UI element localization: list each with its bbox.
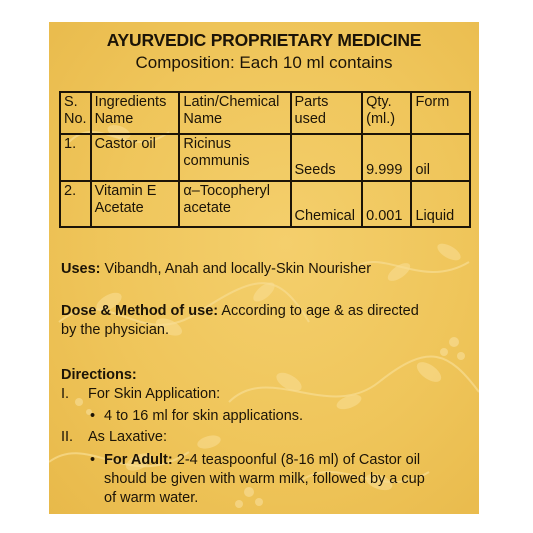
dose-label: Dose & Method of use: [61, 303, 219, 319]
table-row [60, 181, 470, 227]
directions-heading: Directions: [61, 367, 137, 383]
cell-qty: 9.999 [362, 134, 411, 181]
dose-text-line2: by the physician. [61, 322, 170, 338]
dose-text-line1: According to age & as directed [221, 303, 419, 319]
uses-section [61, 260, 471, 279]
product-label [49, 22, 479, 514]
cell-form: Liquid [411, 181, 470, 227]
label-content [49, 22, 479, 514]
cell-ingredient: Vitamin E Acetate [91, 181, 180, 227]
direction-text-2: As Laxative: [88, 429, 167, 445]
cell-sno: 1. [60, 134, 91, 181]
dose-section [61, 302, 471, 340]
header-latin-name: Latin/Chemical Name [179, 92, 290, 134]
cell-form: oil [411, 134, 470, 181]
table-row [60, 134, 470, 181]
cell-ingredient: Castor oil [91, 134, 180, 181]
composition-subtitle: Composition: Each 10 ml contains [135, 53, 393, 72]
header-form: Form [411, 92, 470, 134]
uses-label: Uses: [61, 261, 101, 277]
direction-marker-1: I. [61, 386, 70, 402]
bullet-icon: • [90, 452, 96, 468]
header-sno: S. No. [60, 92, 91, 134]
table-header-row [60, 92, 470, 134]
cell-sno: 2. [60, 181, 91, 227]
cell-latin-name: Ricinus communis [179, 134, 290, 181]
direction-subtext-2: For Adult: 2-4 teaspoonful (8-16 ml) of Castor oil should be given with warm milk, followed by a cup of warm water. [104, 452, 425, 506]
uses-text: Vibandh, Anah and locally-Skin Nourisher [104, 261, 372, 277]
header-ingredients: Ingredients Name [91, 92, 180, 134]
cell-qty: 0.001 [362, 181, 411, 227]
direction-text-1: For Skin Application: [88, 386, 221, 402]
label-title: AYURVEDIC PROPRIETARY MEDICINE [106, 30, 422, 50]
adult-dose-label: For Adult: [104, 452, 173, 468]
bullet-icon: • [90, 408, 96, 424]
header-parts-used: Parts used [291, 92, 363, 134]
composition-table [59, 91, 471, 228]
direction-marker-2: II. [61, 429, 74, 445]
direction-subtext-1: 4 to 16 ml for skin applications. [104, 408, 304, 424]
cell-latin-name: α–Tocopheryl acetate [179, 181, 290, 227]
cell-parts-used: Chemical [291, 181, 363, 227]
cell-parts-used: Seeds [291, 134, 363, 181]
header-qty: Qty. (ml.) [362, 92, 411, 134]
